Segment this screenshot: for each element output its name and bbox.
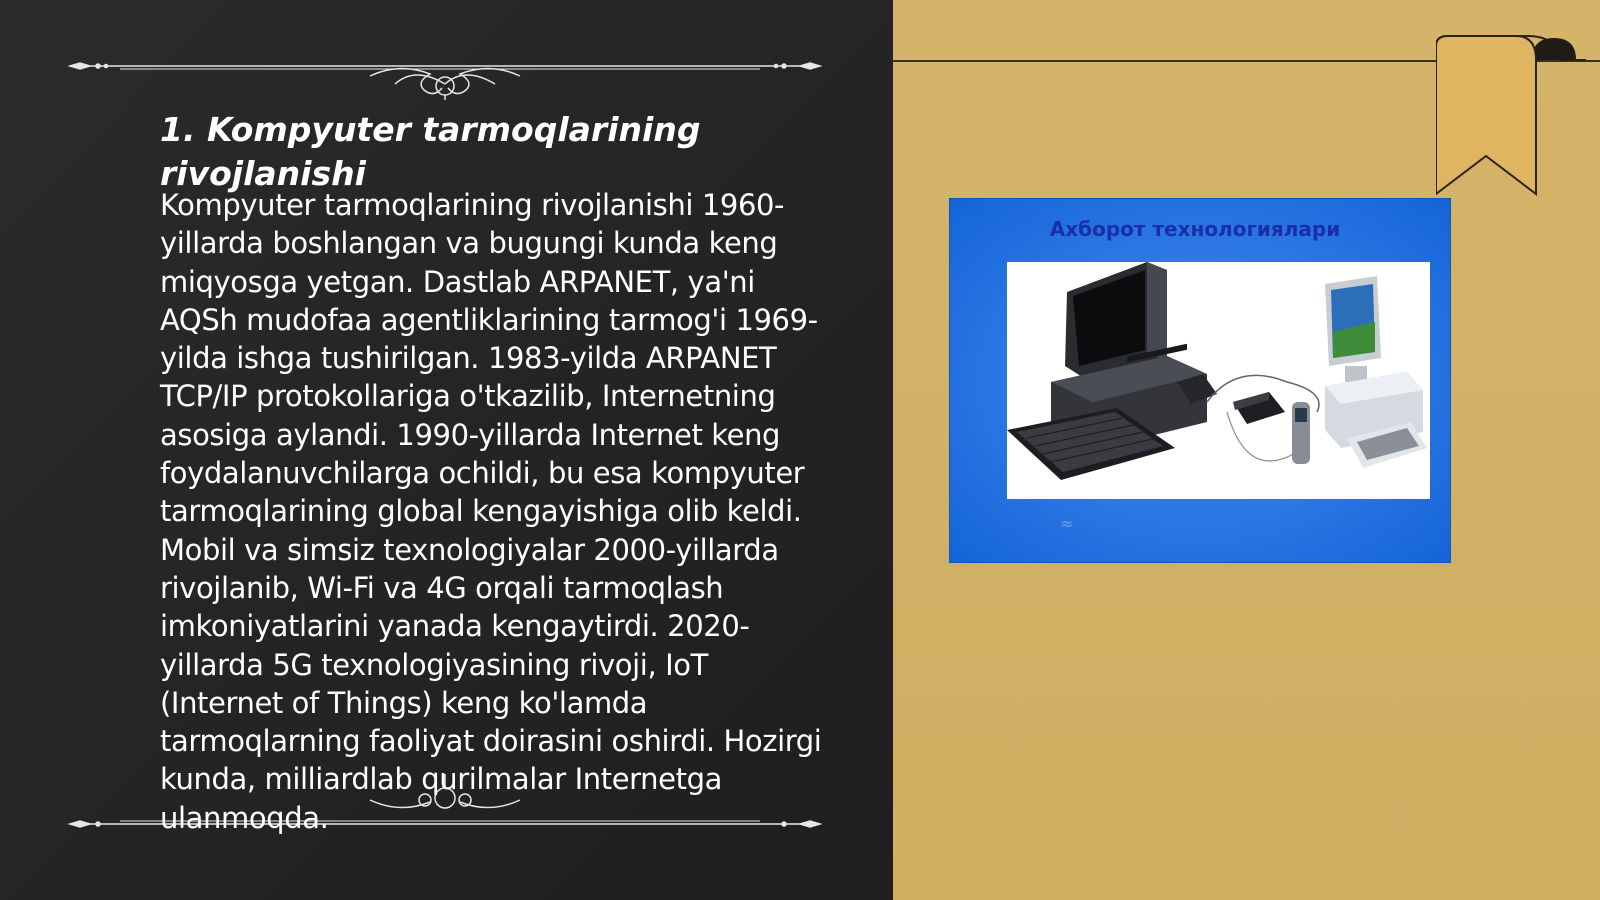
slide-body-text: Kompyuter tarmoqlarining rivojlanishi 1960-yillarda boshlangan va bugungi kunda keng miqyosga yetgan. Dastlab ARPANET, ya'ni AQSh mudofaa agentliklarining tarmog'i 1969-yilda ishga tushirilgan. 1983-yilda ARPANET TCP/IP protokollariga o'tkazilib, Internetning asosiga aylandi. 1990-yillarda Internet keng foydalanuvchilarga ochildi, bu esa kompyuter tarmoqlarining global kengayishiga olib keldi. Mobil va simsiz texnologiyalar 2000-yillarda rivojlanib, Wi-Fi va 4G orqali tarmoqlash imkoniyatlarini yanada kengaytirdi. 2020-yillarda 5G texnologiyasining rivoji, IoT (Internet of Things) keng ko'lamda tarmoqlarning faoliyat doirasini oshirdi. Hozirgi kunda, milliardlab qurilmalar Internetga ulanmoqda. [160, 188, 822, 835]
computer-equipment-photo [1007, 262, 1430, 499]
computers-picture [950, 199, 1450, 562]
watermark-text: ≈ [1060, 514, 1074, 533]
computer-illustration [1007, 262, 1430, 499]
slide-title: 1. Kompyuter tarmoqlarining rivojlanishi [160, 110, 701, 193]
bookmark-ribbon [1436, 34, 1586, 204]
top-ornament [60, 40, 830, 100]
picture-caption: Ахборот технологиялари [1049, 217, 1341, 241]
